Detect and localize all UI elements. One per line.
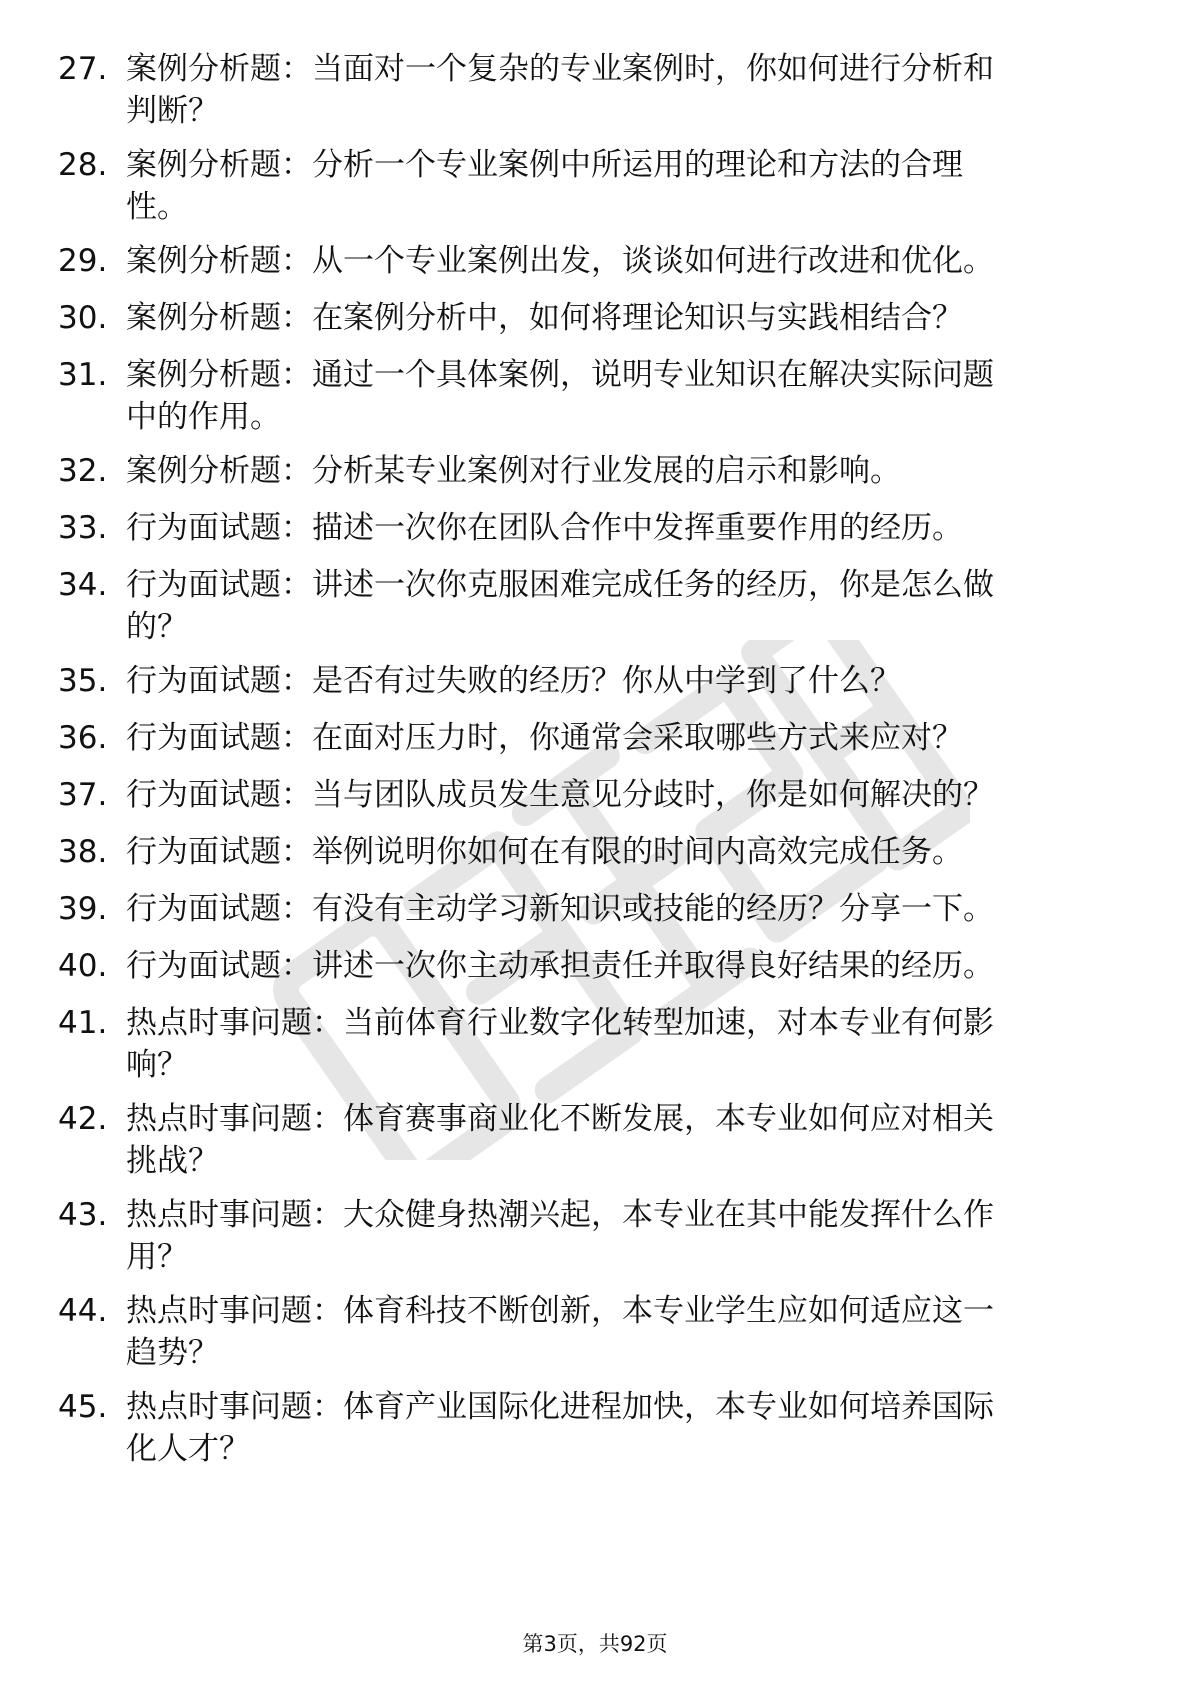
question-text: [126, 354, 1114, 438]
question-line: 挑战？: [126, 1143, 219, 1179]
question-text: [126, 1194, 1114, 1278]
question-line: 热点时事问题：体育赛事商业化不断发展，本专业如何应对相关: [126, 1101, 994, 1137]
question-number: 29.: [58, 243, 108, 279]
question-line: 的？: [126, 609, 188, 645]
question-text: [126, 888, 1114, 930]
question-line: 响？: [126, 1047, 188, 1083]
question-text: [126, 507, 1114, 549]
question-line: 性。: [126, 189, 188, 225]
question-number: 27.: [58, 51, 108, 87]
question-line: 热点时事问题：体育产业国际化进程加快，本专业如何培养国际: [126, 1389, 994, 1425]
question-text: [126, 48, 1114, 132]
question-line: 案例分析题：从一个专业案例出发，谈谈如何进行改进和优化。: [126, 243, 994, 279]
question-text: [126, 450, 1114, 492]
question-text: [126, 774, 1114, 816]
question-number: 42.: [58, 1101, 108, 1137]
question-line: 行为面试题：讲述一次你克服困难完成任务的经历，你是怎么做: [126, 567, 994, 603]
question-line: 中的作用。: [126, 399, 281, 435]
question-number: 28.: [58, 147, 108, 183]
question-line: 用？: [126, 1239, 188, 1275]
question-number: 33.: [58, 510, 108, 546]
question-number: 37.: [58, 777, 108, 813]
question-text: [126, 945, 1114, 987]
question-line: 判断？: [126, 93, 219, 129]
question-text: [126, 144, 1114, 228]
question-text: [126, 297, 1114, 339]
question-text: [126, 1098, 1114, 1182]
question-text: [126, 1002, 1114, 1086]
question-text: [126, 1386, 1114, 1470]
question-number: 32.: [58, 453, 108, 489]
question-text: [126, 240, 1114, 282]
question-line: 案例分析题：通过一个具体案例，说明专业知识在解决实际问题: [126, 357, 994, 393]
question-text: [126, 717, 1114, 759]
question-line: 案例分析题：分析某专业案例对行业发展的启示和影响。: [126, 453, 901, 489]
question-text: [126, 660, 1114, 702]
question-number: 45.: [58, 1389, 108, 1425]
question-number: 30.: [58, 300, 108, 336]
question-line: 案例分析题：分析一个专业案例中所运用的理论和方法的合理: [126, 147, 963, 183]
question-text: [126, 1290, 1114, 1374]
question-line: 行为面试题：当与团队成员发生意见分歧时，你是如何解决的？: [126, 777, 994, 813]
question-line: 热点时事问题：当前体育行业数字化转型加速，对本专业有何影: [126, 1005, 994, 1041]
question-text: [126, 831, 1114, 873]
question-number: 34.: [58, 567, 108, 603]
question-line: 行为面试题：讲述一次你主动承担责任并取得良好结果的经历。: [126, 948, 994, 984]
question-line: 行为面试题：有没有主动学习新知识或技能的经历？分享一下。: [126, 891, 994, 927]
question-number: 38.: [58, 834, 108, 870]
question-line: 热点时事问题：大众健身热潮兴起，本专业在其中能发挥什么作: [126, 1197, 994, 1233]
question-line: 案例分析题：在案例分析中，如何将理论知识与实践相结合？: [126, 300, 963, 336]
question-number: 44.: [58, 1293, 108, 1329]
page-footer: 第3页，共92页: [522, 1632, 668, 1656]
question-text: [126, 564, 1114, 648]
question-number: 43.: [58, 1197, 108, 1233]
question-number: 41.: [58, 1005, 108, 1041]
question-line: 案例分析题：当面对一个复杂的专业案例时，你如何进行分析和: [126, 51, 994, 87]
question-line: 行为面试题：描述一次你在团队合作中发挥重要作用的经历。: [126, 510, 963, 546]
question-line: 行为面试题：在面对压力时，你通常会采取哪些方式来应对？: [126, 720, 963, 756]
question-number: 39.: [58, 891, 108, 927]
question-line: 行为面试题：举例说明你如何在有限的时间内高效完成任务。: [126, 834, 963, 870]
question-line: 热点时事问题：体育科技不断创新，本专业学生应如何适应这一: [126, 1293, 994, 1329]
question-number: 31.: [58, 357, 108, 393]
question-number: 36.: [58, 720, 108, 756]
question-number: 40.: [58, 948, 108, 984]
question-line: 化人才？: [126, 1431, 250, 1467]
question-line: 行为面试题：是否有过失败的经历？你从中学到了什么？: [126, 663, 901, 699]
question-line: 趋势？: [126, 1335, 219, 1371]
question-number: 35.: [58, 663, 108, 699]
